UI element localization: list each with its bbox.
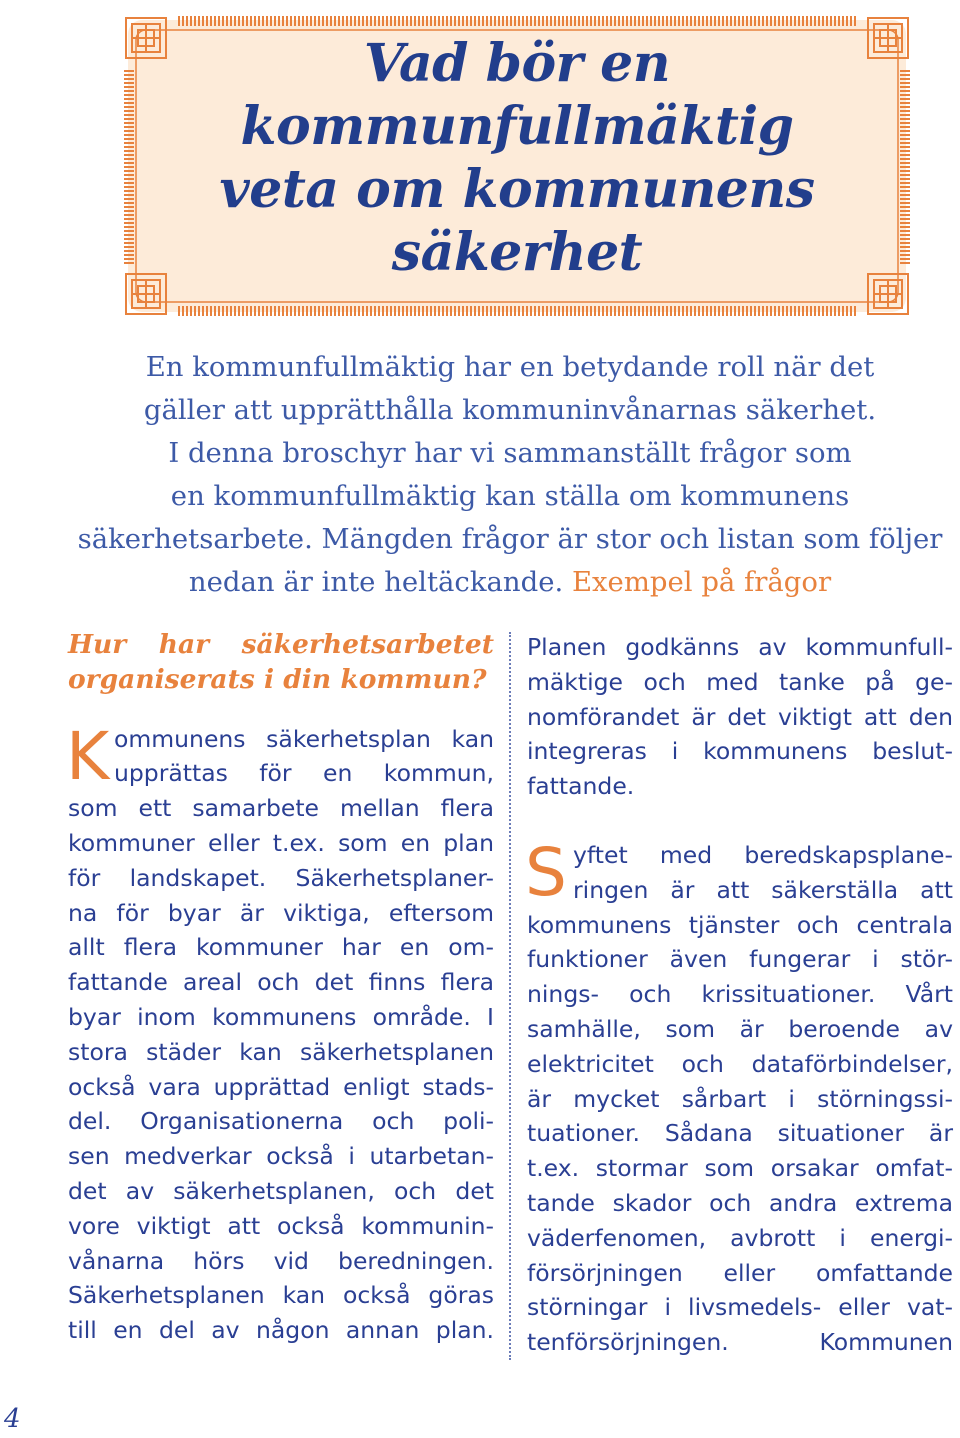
title-line: Vad bör en bbox=[363, 33, 671, 94]
body-line: till en del av någon annan plan. bbox=[68, 1316, 494, 1345]
intro-line: I denna broschyr har vi sammanställt frågor som bbox=[168, 437, 852, 469]
body-line: störningar i livsmedels- eller vat- bbox=[527, 1293, 953, 1322]
body-line: mäktige och med tanke på ge- bbox=[527, 667, 953, 696]
body-line: för landskapet. Säkerhetsplaner- bbox=[68, 863, 494, 892]
heading-line: Hur har säkerhetsarbetet bbox=[68, 629, 494, 660]
body-line: elektricitet och dataförbindelser, bbox=[527, 1049, 953, 1078]
title-line: säkerhet bbox=[391, 222, 643, 283]
column-divider bbox=[509, 632, 511, 1360]
body-line: funktioner även fungerar i stör- bbox=[527, 945, 953, 974]
body-line: är mycket sårbart i störningssi- bbox=[527, 1084, 953, 1113]
body-line: nomförandet är det viktigt att den bbox=[527, 702, 953, 731]
title-line: veta om kommunens bbox=[219, 159, 815, 220]
body-line: sen medverkar också i utarbetan- bbox=[68, 1142, 494, 1171]
body-line: nings- och krissituationer. Vårt bbox=[527, 980, 953, 1009]
section-heading bbox=[68, 628, 494, 698]
intro-paragraph bbox=[60, 346, 960, 604]
body-line: samhälle, som är beroende av bbox=[527, 1014, 953, 1043]
right-column bbox=[527, 630, 953, 1360]
body-line: upprättas för en kommun, bbox=[114, 759, 494, 788]
body-line: fattande. bbox=[527, 772, 635, 801]
title-banner bbox=[118, 10, 916, 322]
body-line: tuationer. Sådana situationer är bbox=[527, 1119, 953, 1148]
intro-line: gäller att upprätthålla kommuninvånarnas säkerhet. bbox=[143, 394, 877, 426]
page-title bbox=[158, 32, 876, 284]
body-line: stora städer kan säkerhetsplanen bbox=[68, 1037, 494, 1066]
body-line: vore viktigt att också kommunin- bbox=[68, 1211, 494, 1240]
left-column bbox=[68, 628, 494, 1348]
right-paragraph-1 bbox=[527, 630, 953, 804]
page-number: 4 bbox=[4, 1404, 21, 1434]
body-line: t.ex. stormar som orsakar omfat- bbox=[527, 1154, 953, 1183]
intro-line: en kommunfullmäktig kan ställa om kommunens bbox=[170, 480, 850, 512]
body-line: vånarna hörs vid beredningen. bbox=[68, 1246, 494, 1275]
body-line: kommuner eller t.ex. som en plan bbox=[68, 828, 494, 857]
drop-cap: K bbox=[66, 717, 110, 795]
body-line: Säkerhetsplanen kan också göras bbox=[68, 1281, 494, 1310]
body-line: fattande areal och det finns flera bbox=[68, 968, 494, 997]
drop-cap: S bbox=[525, 833, 567, 911]
body-line: ringen är att säkerställa att bbox=[573, 875, 953, 904]
body-line: integreras i kommunens beslut- bbox=[527, 737, 953, 766]
intro-highlight: Exempel på frågor bbox=[571, 566, 832, 598]
body-line: kommunens tjänster och centrala bbox=[527, 910, 953, 939]
body-line: också vara upprättad enligt stads- bbox=[68, 1072, 494, 1101]
paragraph-gap bbox=[527, 804, 953, 838]
right-paragraph-2 bbox=[525, 833, 953, 1360]
left-paragraph bbox=[66, 717, 494, 1348]
body-line: försörjningen eller omfattande bbox=[527, 1258, 953, 1287]
intro-line-last bbox=[60, 561, 960, 604]
intro-line-text: nedan är inte heltäckande. bbox=[188, 566, 564, 598]
body-line: del. Organisationerna och poli- bbox=[68, 1107, 494, 1136]
intro-line: En kommunfullmäktig har en betydande roll när det bbox=[145, 351, 875, 383]
title-line: kommunfullmäktig bbox=[240, 96, 794, 157]
body-line: tande skador och andra extrema bbox=[527, 1188, 953, 1217]
intro-line: säkerhetsarbete. Mängden frågor är stor och listan som följer bbox=[77, 523, 943, 555]
body-line: tenförsörjningen. Kommunen bbox=[527, 1328, 953, 1357]
body-line: Planen godkänns av kommunfull- bbox=[527, 633, 953, 661]
body-line: allt flera kommuner har en om- bbox=[68, 933, 494, 962]
body-line: ommunens säkerhetsplan kan bbox=[114, 724, 494, 753]
heading-line: organiserats i din kommun? bbox=[68, 663, 487, 695]
body-line: väderfenomen, avbrott i energi- bbox=[527, 1223, 953, 1252]
body-line: na för byar är viktiga, eftersom bbox=[68, 898, 494, 927]
body-line: som ett samarbete mellan flera bbox=[68, 794, 494, 823]
body-line: byar inom kommunens område. I bbox=[68, 1002, 494, 1031]
body-line: det av säkerhetsplanen, och det bbox=[68, 1176, 494, 1205]
body-line: yftet med beredskapsplane- bbox=[573, 840, 953, 869]
